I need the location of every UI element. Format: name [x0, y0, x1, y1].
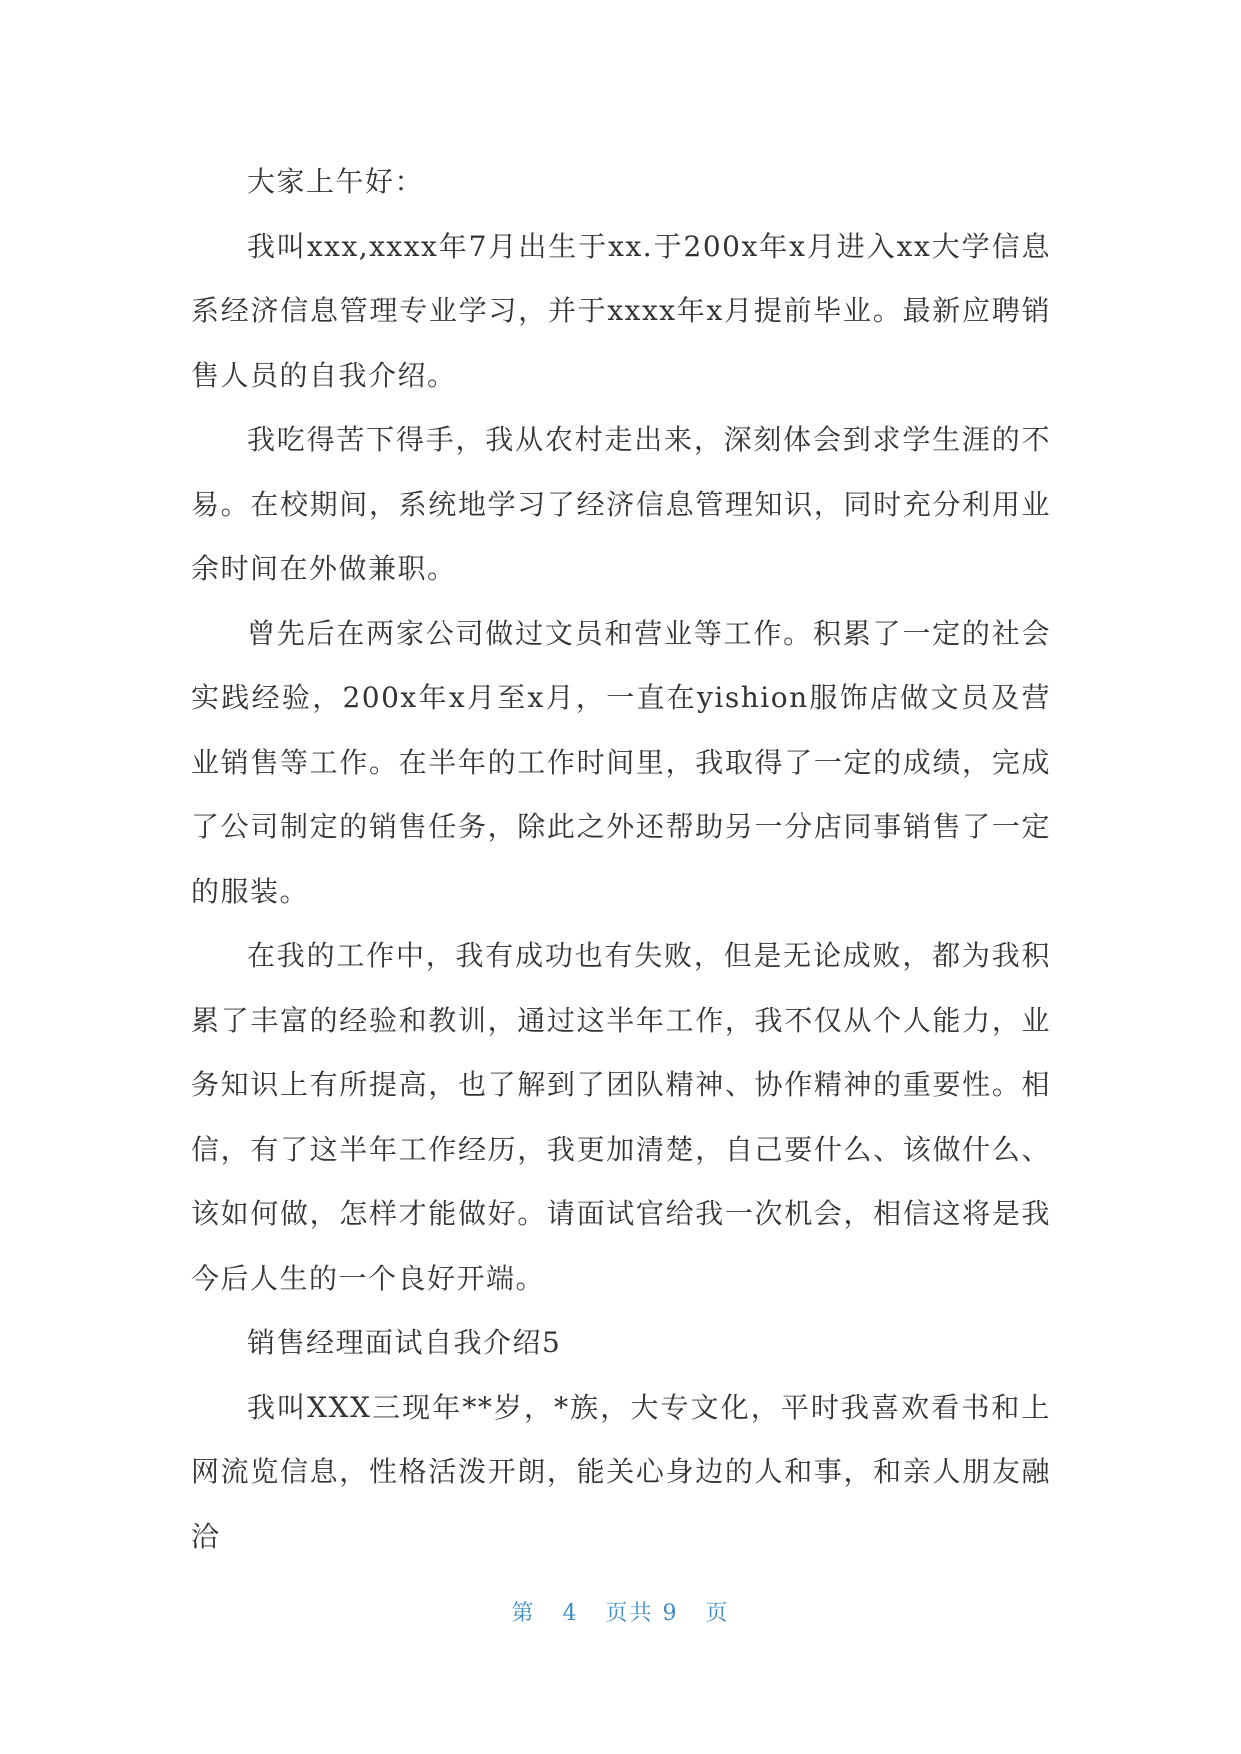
footer-suffix: 页: [705, 1601, 730, 1626]
section-heading: 销售经理面试自我介绍5: [247, 1326, 562, 1359]
document-body: [191, 150, 1051, 1569]
paragraph-greeting: 大家上午好：: [247, 165, 425, 198]
footer-prefix: 第: [511, 1601, 536, 1626]
paragraph-reflection: 在我的工作中，我有成功也有失败，但是无论成败，都为我积累了丰富的经验和教训，通过这半年工作，我不仅从个人能力，业务知识上有所提高，也了解到了团队精神、协作精神的重要性。相信，有了这半年工作经历，我更加清楚，自己要什么、该做什么、该如何做，怎样才能做好。请面试官给我一次机会，相信这将是我今后人生的一个良好开端。: [191, 939, 1051, 1295]
page-footer: [0, 1596, 1241, 1627]
paragraph-work-experience: 曾先后在两家公司做过文员和营业等工作。积累了一定的社会实践经验，200x年x月至x月，一直在yishion服饰店做文员及营业销售等工作。在半年的工作时间里，我取得了一定的成绩，完成了公司制定的销售任务，除此之外还帮助另一分店同事销售了一定的服装。: [191, 616, 1051, 908]
paragraph-intro: 我叫xxx,xxxx年7月出生于xx.于200x年x月进入xx大学信息系经济信息管理专业学习，并于xxxx年x月提前毕业。最新应聘销售人员的自我介绍。: [191, 229, 1051, 392]
paragraph-hardworking: 我吃得苦下得手，我从农村走出来，深刻体会到求学生涯的不易。在校期间，系统地学习了经济信息管理知识，同时充分利用业余时间在外做兼职。: [191, 423, 1051, 585]
paragraph-self-intro-5: 我叫XXX三现年**岁，*族，大专文化，平时我喜欢看书和上网流览信息，性格活泼开朗，能关心身边的人和事，和亲人朋友融洽: [191, 1390, 1051, 1553]
footer-current-page: 4: [562, 1601, 579, 1626]
footer-middle: 页共: [605, 1601, 654, 1626]
footer-total-pages: 9: [662, 1601, 679, 1626]
